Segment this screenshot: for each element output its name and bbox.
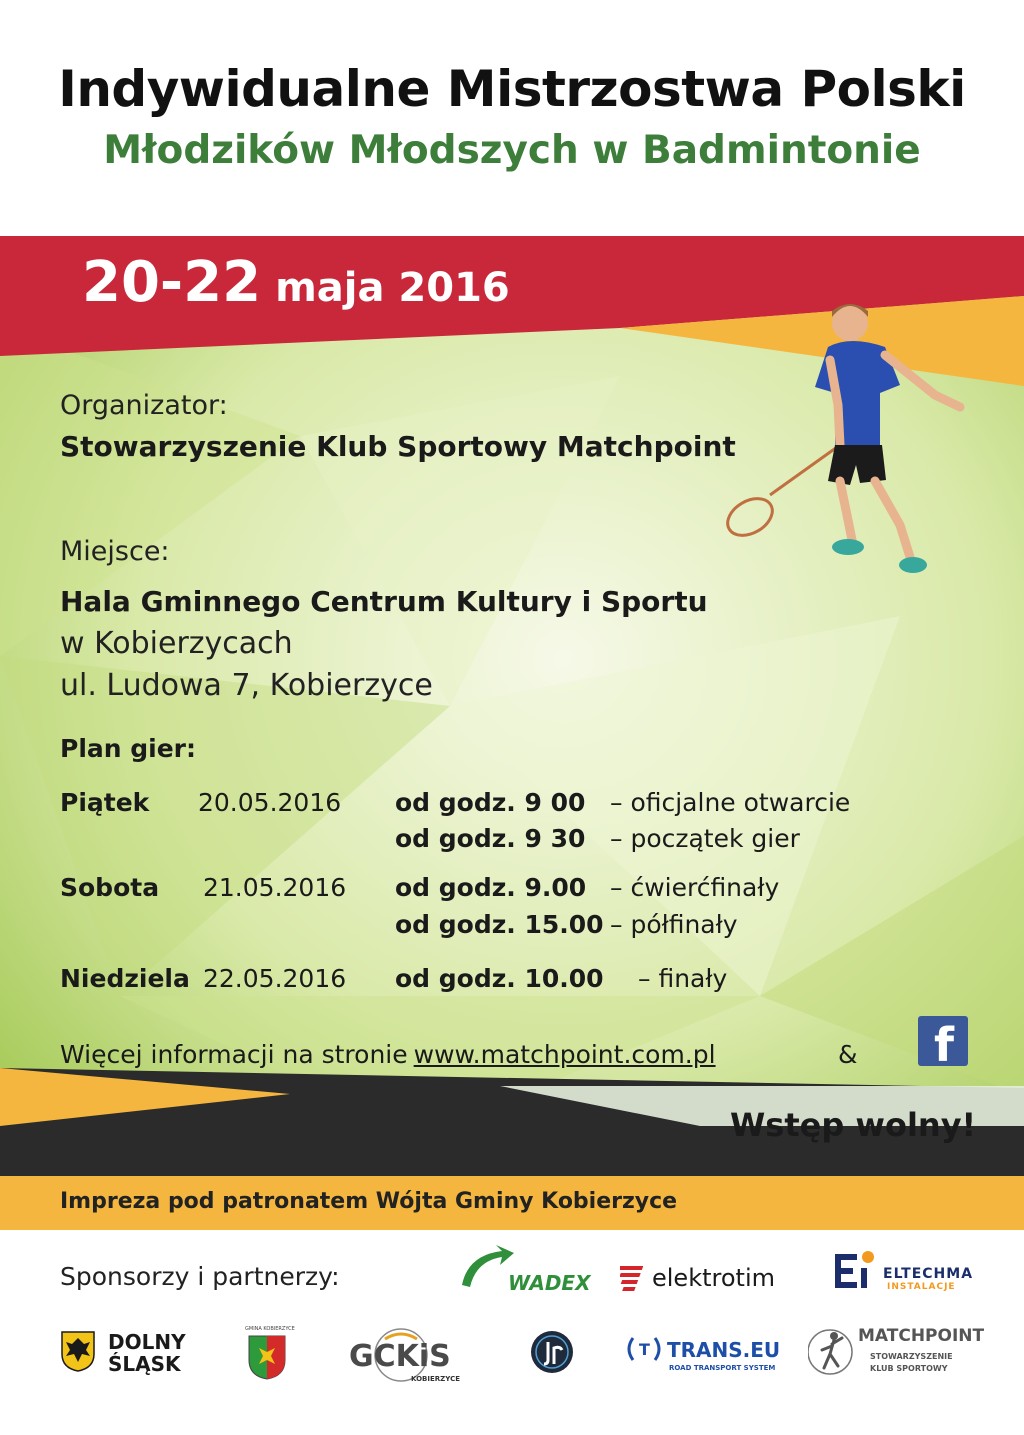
schedule-time: od godz. 15.00 — [395, 910, 604, 939]
venue-label: Miejsce: — [60, 536, 170, 567]
schedule-event: – finały — [638, 964, 728, 993]
jr-circle-icon — [530, 1330, 574, 1374]
trans-eu-logo — [625, 1336, 785, 1376]
schedule-date: 22.05.2016 — [203, 964, 347, 993]
schedule-event: – ćwierćfinały — [610, 873, 780, 902]
more-info-text: Więcej informacji na stronie — [60, 1040, 408, 1069]
schedule-day: Sobota — [60, 873, 160, 902]
gmina-kobierzyce-logo — [245, 1326, 293, 1382]
jr-logo — [530, 1330, 574, 1374]
schedule-event: – półfinały — [610, 910, 738, 939]
more-info — [60, 1040, 716, 1069]
venue-line-3: ul. Ludowa 7, Kobierzyce — [60, 668, 433, 703]
eltechma-mark-icon — [835, 1250, 877, 1292]
venue-name: Hala Gminnego Centrum Kultury i Sportu — [60, 585, 708, 618]
wadex-text: WADEX — [508, 1271, 591, 1295]
schedule-event: – początek gier — [610, 824, 800, 853]
gckis-text: GCKiS — [349, 1339, 451, 1374]
trans-eu-mark-icon — [625, 1336, 663, 1362]
gckis-subtext: KOBIERZYCE — [411, 1375, 460, 1383]
sponsors-label: Sponsorzy i partnerzy: — [60, 1262, 340, 1291]
schedule-day: Niedziela — [60, 964, 190, 993]
eagle-crest-icon — [60, 1330, 96, 1372]
free-entry: Wstęp wolny! — [730, 1106, 977, 1144]
matchpoint-text: MATCHPOINT — [858, 1326, 985, 1346]
gmina-crest-icon — [247, 1334, 287, 1380]
organizer-label: Organizator: — [60, 390, 228, 421]
dolny-slask-logo — [60, 1330, 200, 1376]
schedule-time: od godz. 10.00 — [395, 964, 604, 993]
ampersand: & — [838, 1040, 858, 1069]
gmina-text: GMINA KOBIERZYCE — [245, 1326, 295, 1332]
trans-eu-subtext: ROAD TRANSPORT SYSTEM — [669, 1364, 776, 1372]
patronage-text: Impreza pod patronatem Wójta Gminy Kobierzyce — [60, 1189, 678, 1214]
dolny-slask-line-1: DOLNY — [108, 1330, 186, 1354]
event-date — [82, 250, 510, 315]
schedule-date: 21.05.2016 — [203, 873, 347, 902]
schedule-day: Piątek — [60, 788, 150, 817]
elektrotim-stripes-icon — [620, 1264, 646, 1292]
website-link[interactable]: www.matchpoint.com.pl — [413, 1040, 716, 1069]
gckis-logo — [345, 1325, 465, 1385]
schedule-time: od godz. 9 00 — [395, 788, 586, 817]
schedule-event: – oficjalne otwarcie — [610, 788, 851, 817]
eltechma-text: ELTECHMA — [883, 1266, 974, 1282]
matchpoint-subtext-2: KLUB SPORTOWY — [870, 1364, 948, 1373]
matchpoint-subtext-1: STOWARZYSZENIE — [870, 1352, 953, 1361]
organizer-name: Stowarzyszenie Klub Sportowy Matchpoint — [60, 430, 736, 463]
venue-line-2: w Kobierzycach — [60, 626, 293, 661]
eltechma-subtext: INSTALACJE — [887, 1282, 956, 1292]
event-date-month-year: maja 2016 — [275, 265, 510, 311]
title-line-1: Indywidualne Mistrzostwa Polski — [58, 60, 966, 118]
facebook-icon[interactable]: f — [918, 1016, 968, 1066]
schedule-time: od godz. 9.00 — [395, 873, 587, 902]
schedule-date: 20.05.2016 — [198, 788, 342, 817]
matchpoint-player-icon — [808, 1324, 858, 1380]
matchpoint-logo — [808, 1322, 988, 1384]
elektrotim-logo — [620, 1262, 780, 1296]
eltechma-logo — [835, 1250, 975, 1296]
event-date-days: 20-22 — [82, 250, 262, 315]
svg-text:T: T — [639, 1340, 650, 1359]
dolny-slask-line-2: ŚLĄSK — [108, 1352, 181, 1376]
trans-eu-text: TRANS.EU — [667, 1338, 781, 1362]
schedule-title: Plan gier: — [60, 734, 197, 763]
title-line-2: Młodzików Młodszych w Badmintonie — [103, 128, 921, 173]
wadex-logo — [458, 1245, 591, 1295]
elektrotim-text: elektrotim — [652, 1264, 775, 1292]
badminton-player-illustration — [720, 295, 990, 585]
schedule-time: od godz. 9 30 — [395, 824, 586, 853]
